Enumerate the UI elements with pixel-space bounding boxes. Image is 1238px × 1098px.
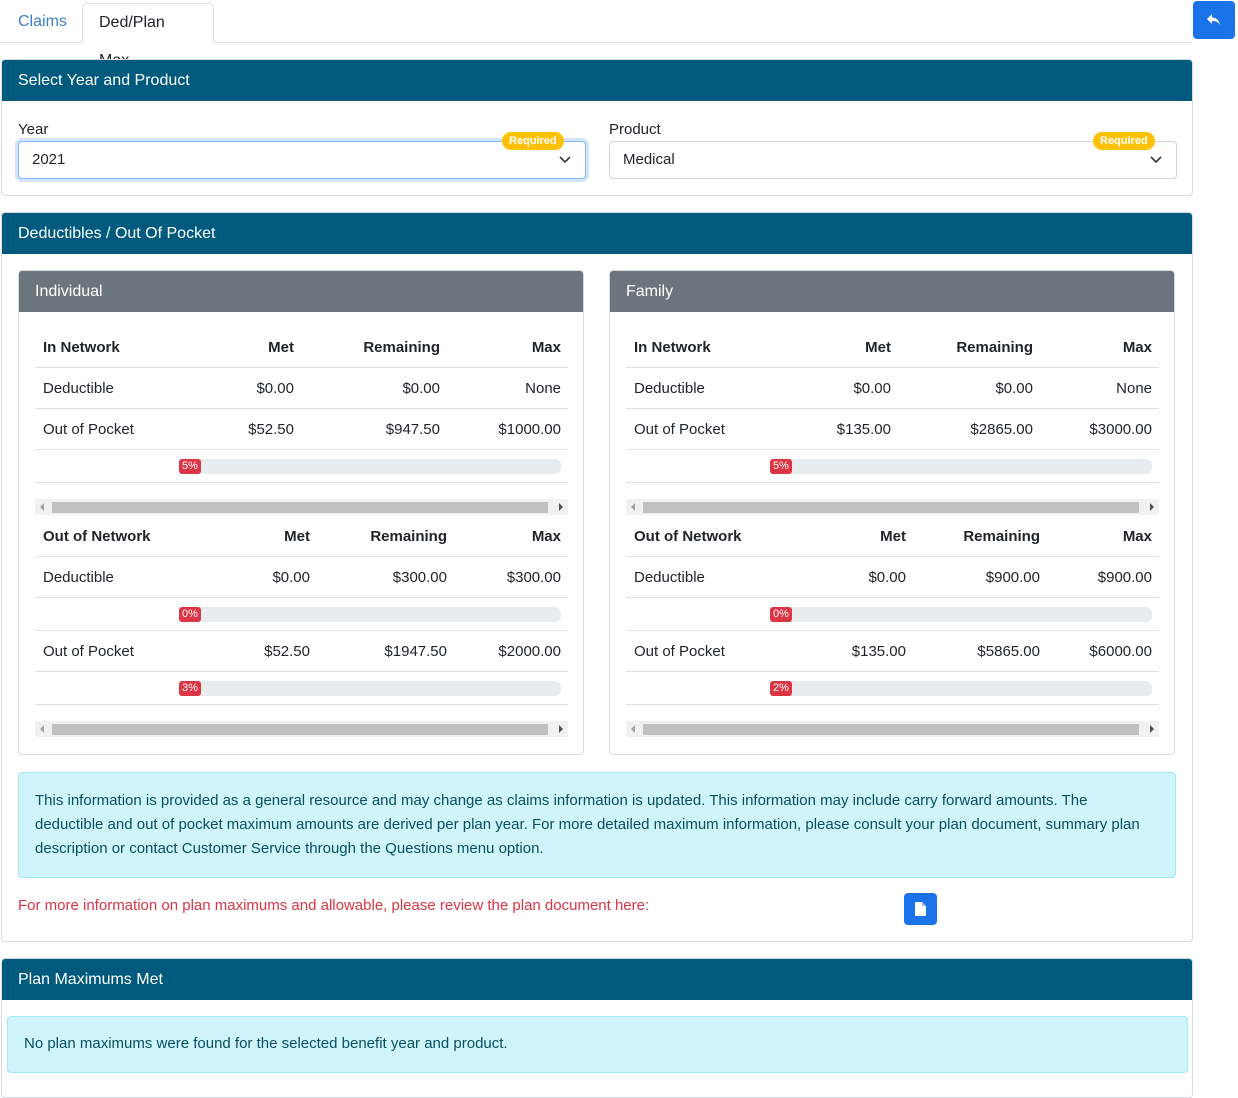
progress-label: 5% xyxy=(770,459,792,474)
met-value: $0.00 xyxy=(853,380,891,397)
remaining-value: $2865.00 xyxy=(970,421,1033,438)
table-row xyxy=(626,409,1159,450)
column-header: Out of Network xyxy=(43,528,151,545)
panel-title: Family xyxy=(610,271,1174,312)
max-value: $6000.00 xyxy=(1089,643,1152,660)
scroll-right-icon[interactable] xyxy=(1150,503,1154,511)
progress-bar xyxy=(179,607,561,622)
table-row xyxy=(626,557,1159,598)
in-network-header-row xyxy=(35,327,568,368)
scroll-left-icon[interactable] xyxy=(40,725,44,733)
column-header: Max xyxy=(1122,339,1152,356)
chevron-down-icon xyxy=(559,156,571,164)
select-year-product-card xyxy=(1,59,1193,196)
column-header: Max xyxy=(1122,528,1152,545)
column-header: In Network xyxy=(634,339,711,356)
remaining-value: $900.00 xyxy=(985,569,1040,586)
remaining-value: $947.50 xyxy=(385,421,440,438)
column-header: Met xyxy=(284,528,310,545)
tab-bar xyxy=(0,0,1192,43)
row-label: Out of Pocket xyxy=(634,421,725,438)
max-value: $2000.00 xyxy=(498,643,561,660)
year-value: 2021 xyxy=(32,151,66,168)
row-label: Deductible xyxy=(43,380,114,397)
tab-claims[interactable]: Claims xyxy=(18,13,67,30)
column-header: Remaining xyxy=(363,339,440,356)
scroll-thumb[interactable] xyxy=(52,502,548,513)
column-header: Max xyxy=(531,339,561,356)
row-label: Deductible xyxy=(634,380,705,397)
family-panel xyxy=(609,270,1175,755)
out-network-header-row xyxy=(35,516,568,557)
document-icon xyxy=(915,902,926,916)
product-value: Medical xyxy=(623,151,675,168)
card-title: Select Year and Product xyxy=(2,60,1192,101)
horizontal-scrollbar[interactable] xyxy=(626,499,1159,515)
progress-row xyxy=(626,450,1159,483)
scroll-thumb[interactable] xyxy=(52,724,548,735)
horizontal-scrollbar[interactable] xyxy=(35,721,568,737)
progress-bar xyxy=(770,607,1152,622)
horizontal-scrollbar[interactable] xyxy=(35,499,568,515)
card-title: Plan Maximums Met xyxy=(2,959,1192,1000)
progress-bar xyxy=(179,459,561,474)
scroll-thumb[interactable] xyxy=(643,502,1139,513)
met-value: $52.50 xyxy=(248,421,294,438)
progress-row xyxy=(35,450,568,483)
year-label: Year xyxy=(18,121,49,138)
year-select[interactable] xyxy=(18,141,586,179)
progress-bar xyxy=(179,681,561,696)
remaining-value: $1947.50 xyxy=(384,643,447,660)
scroll-left-icon[interactable] xyxy=(40,503,44,511)
met-value: $0.00 xyxy=(868,569,906,586)
scroll-right-icon[interactable] xyxy=(559,725,563,733)
scroll-left-icon[interactable] xyxy=(631,725,635,733)
table-row xyxy=(35,557,568,598)
remaining-value: $0.00 xyxy=(995,380,1033,397)
column-header: Out of Network xyxy=(634,528,742,545)
card-title: Deductibles / Out Of Pocket xyxy=(2,213,1192,254)
table-row xyxy=(35,368,568,409)
column-header: Met xyxy=(268,339,294,356)
plan-document-button[interactable] xyxy=(904,893,937,925)
progress-bar xyxy=(770,459,1152,474)
max-value: None xyxy=(525,380,561,397)
tab-ded-plan-max[interactable]: Ded/Plan xyxy=(82,3,214,43)
max-value: None xyxy=(1116,380,1152,397)
max-value: $3000.00 xyxy=(1089,421,1152,438)
scroll-right-icon[interactable] xyxy=(559,503,563,511)
scroll-left-icon[interactable] xyxy=(631,503,635,511)
row-label: Out of Pocket xyxy=(634,643,725,660)
column-header: Remaining xyxy=(963,528,1040,545)
reply-arrow-icon xyxy=(1207,14,1221,26)
chevron-down-icon xyxy=(1150,156,1162,164)
scroll-right-icon[interactable] xyxy=(1150,725,1154,733)
in-network-header-row xyxy=(626,327,1159,368)
plan-maximums-card xyxy=(1,958,1193,1098)
progress-row xyxy=(35,672,568,705)
max-value: $900.00 xyxy=(1097,569,1152,586)
row-label: Out of Pocket xyxy=(43,643,134,660)
progress-row xyxy=(626,598,1159,631)
plan-document-text: For more information on plan maximums and allowable, please review the plan document here: xyxy=(18,897,650,914)
progress-row xyxy=(626,672,1159,705)
product-label: Product xyxy=(609,121,661,138)
max-value: $300.00 xyxy=(506,569,561,586)
row-label: Deductible xyxy=(43,569,114,586)
table-row xyxy=(35,409,568,450)
individual-panel xyxy=(18,270,584,755)
column-header: Max xyxy=(531,528,561,545)
required-badge: Required xyxy=(1093,132,1155,150)
progress-bar xyxy=(770,681,1152,696)
column-header: In Network xyxy=(43,339,120,356)
required-badge: Required xyxy=(502,132,564,150)
met-value: $0.00 xyxy=(256,380,294,397)
progress-label: 0% xyxy=(770,607,792,622)
scroll-thumb[interactable] xyxy=(643,724,1139,735)
row-label: Out of Pocket xyxy=(43,421,134,438)
remaining-value: $0.00 xyxy=(402,380,440,397)
row-label: Deductible xyxy=(634,569,705,586)
info-alert: This information is provided as a general resource and may change as claims information is updated. This information may include carry forward amounts. The deductible and out of pocket maximum amounts are derived per plan year. For more detailed maximum information, please consult your plan document, summary plan description or contact Customer Service through the Questions menu option. xyxy=(18,772,1176,878)
column-header: Met xyxy=(880,528,906,545)
met-value: $0.00 xyxy=(272,569,310,586)
remaining-value: $5865.00 xyxy=(977,643,1040,660)
no-results-alert: No plan maximums were found for the selected benefit year and product. xyxy=(7,1016,1188,1073)
progress-label: 3% xyxy=(179,681,201,696)
product-select[interactable] xyxy=(609,141,1177,179)
table-row xyxy=(35,631,568,672)
table-row xyxy=(626,631,1159,672)
out-network-header-row xyxy=(626,516,1159,557)
max-value: $1000.00 xyxy=(498,421,561,438)
table-row xyxy=(626,368,1159,409)
column-header: Remaining xyxy=(370,528,447,545)
remaining-value: $300.00 xyxy=(392,569,447,586)
progress-label: 0% xyxy=(179,607,201,622)
progress-row xyxy=(35,598,568,631)
column-header: Met xyxy=(865,339,891,356)
met-value: $135.00 xyxy=(851,643,906,660)
met-value: $135.00 xyxy=(836,421,891,438)
back-button[interactable] xyxy=(1193,1,1235,39)
panel-title: Individual xyxy=(19,271,583,312)
progress-label: 5% xyxy=(179,459,201,474)
deductibles-card xyxy=(1,212,1193,942)
met-value: $52.50 xyxy=(264,643,310,660)
horizontal-scrollbar[interactable] xyxy=(626,721,1159,737)
column-header: Remaining xyxy=(956,339,1033,356)
progress-label: 2% xyxy=(770,681,792,696)
